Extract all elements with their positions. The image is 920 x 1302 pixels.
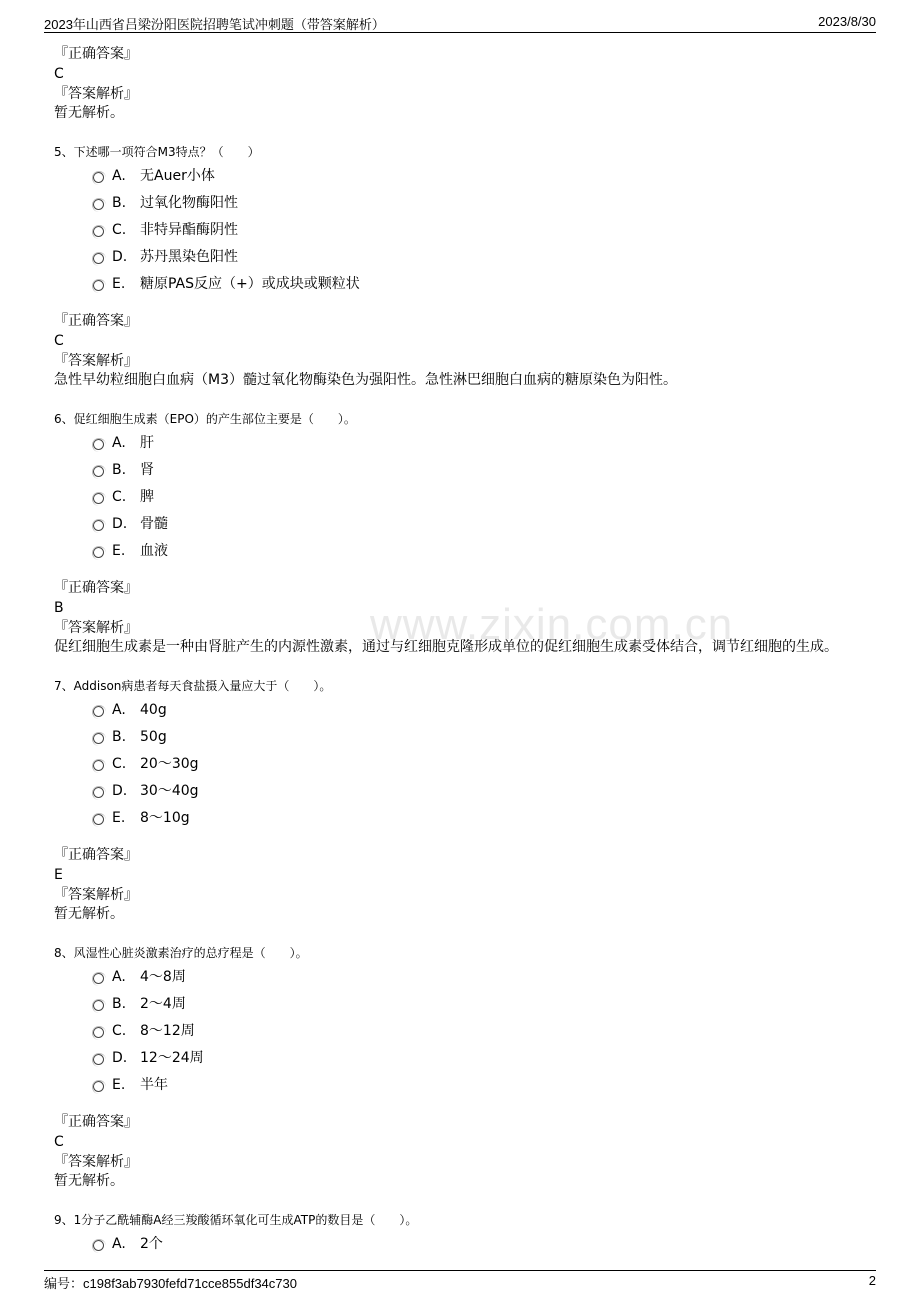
option-text: 20～30g	[140, 756, 199, 772]
option-d[interactable]	[54, 1048, 866, 1075]
option-b[interactable]	[54, 994, 866, 1021]
explanation-label: 『答案解析』	[54, 620, 138, 636]
option-text: 血液	[140, 543, 168, 559]
radio-icon[interactable]	[93, 1054, 104, 1065]
question-text: 5、下述哪一项符合M3特点？（ ）	[54, 145, 260, 159]
option-b[interactable]	[54, 727, 866, 754]
answer-label: 『正确答案』	[54, 313, 138, 329]
option-letter: B.	[112, 462, 127, 478]
option-text: 30～40g	[140, 783, 199, 799]
document-date: 2023/8/30	[818, 14, 876, 29]
option-text: 无Auer小体	[140, 168, 215, 184]
page-number: 2	[868, 1273, 876, 1288]
watermark: www.zixin.com.cn	[370, 600, 734, 649]
option-e[interactable]	[54, 1075, 866, 1102]
radio-icon[interactable]	[93, 1081, 104, 1092]
option-letter: A.	[112, 168, 126, 184]
option-text: 50g	[140, 729, 167, 745]
answer-value: E	[54, 867, 63, 883]
option-text: 脾	[140, 489, 154, 505]
radio-icon[interactable]	[93, 733, 104, 744]
option-text: 8～10g	[140, 810, 190, 826]
explanation-text: 暂无解析。	[54, 105, 124, 121]
option-letter: D.	[112, 783, 128, 799]
option-text: 半年	[140, 1077, 168, 1093]
radio-icon[interactable]	[93, 1027, 104, 1038]
option-text: 8～12周	[140, 1023, 195, 1039]
document-body	[54, 44, 866, 1261]
answer-label: 『正确答案』	[54, 46, 138, 62]
answer-value: C	[54, 66, 64, 82]
option-letter: D.	[112, 516, 128, 532]
option-b[interactable]	[54, 193, 866, 220]
option-c[interactable]	[54, 220, 866, 247]
question-7	[54, 677, 866, 924]
option-text: 12～24周	[140, 1050, 204, 1066]
radio-icon[interactable]	[93, 253, 104, 264]
option-letter: E.	[112, 810, 126, 826]
option-letter: D.	[112, 1050, 128, 1066]
option-letter: C.	[112, 1023, 127, 1039]
option-b[interactable]	[54, 460, 866, 487]
radio-icon[interactable]	[93, 172, 104, 183]
explanation-label: 『答案解析』	[54, 86, 138, 102]
option-d[interactable]	[54, 514, 866, 541]
option-c[interactable]	[54, 1021, 866, 1048]
option-text: 过氧化物酶阳性	[140, 195, 238, 211]
page-footer	[44, 1270, 876, 1293]
radio-icon[interactable]	[93, 973, 104, 984]
question-text: 8、风湿性心脏炎激素治疗的总疗程是（ ）。	[54, 946, 308, 960]
explanation-text: 暂无解析。	[54, 1173, 124, 1189]
option-letter: A.	[112, 969, 126, 985]
option-letter: B.	[112, 996, 127, 1012]
explanation-label: 『答案解析』	[54, 887, 138, 903]
option-d[interactable]	[54, 781, 866, 808]
radio-icon[interactable]	[93, 199, 104, 210]
question-9	[54, 1211, 866, 1261]
radio-icon[interactable]	[93, 814, 104, 825]
explanation-text: 暂无解析。	[54, 906, 124, 922]
option-text: 2～4周	[140, 996, 186, 1012]
radio-icon[interactable]	[93, 226, 104, 237]
answer-value: C	[54, 333, 64, 349]
question-5	[54, 143, 866, 390]
option-letter: E.	[112, 543, 126, 559]
option-c[interactable]	[54, 487, 866, 514]
option-text: 骨髓	[140, 516, 168, 532]
option-list	[54, 967, 866, 1102]
option-e[interactable]	[54, 541, 866, 568]
option-e[interactable]	[54, 808, 866, 835]
radio-icon[interactable]	[93, 787, 104, 798]
option-a[interactable]	[54, 433, 866, 460]
option-c[interactable]	[54, 754, 866, 781]
explanation-label: 『答案解析』	[54, 353, 138, 369]
option-text: 2个	[140, 1236, 163, 1252]
radio-icon[interactable]	[93, 547, 104, 558]
radio-icon[interactable]	[93, 1000, 104, 1011]
option-e[interactable]	[54, 274, 866, 301]
option-list	[54, 433, 866, 568]
answer-label: 『正确答案』	[54, 847, 138, 863]
option-letter: C.	[112, 489, 127, 505]
option-letter: A.	[112, 702, 126, 718]
option-a[interactable]	[54, 1234, 866, 1261]
radio-icon[interactable]	[93, 466, 104, 477]
question-text: 7、Addison病患者每天食盐摄入量应大于（ ）。	[54, 679, 332, 693]
option-letter: C.	[112, 222, 127, 238]
answer-value: B	[54, 600, 64, 616]
option-list	[54, 166, 866, 301]
radio-icon[interactable]	[93, 493, 104, 504]
option-text: 4～8周	[140, 969, 186, 985]
explanation-text: 急性早幼粒细胞白血病（M3）髓过氧化物酶染色为强阳性。急性淋巴细胞白血病的糖原染色为阳性。	[54, 372, 677, 388]
option-letter: C.	[112, 756, 127, 772]
question-list	[54, 143, 866, 1261]
radio-icon[interactable]	[93, 439, 104, 450]
question-text: 6、促红细胞生成素（EPO）的产生部位主要是（ ）。	[54, 412, 356, 426]
option-letter: A.	[112, 435, 126, 451]
option-text: 糖原PAS反应（+）或成块或颗粒状	[140, 276, 360, 292]
option-d[interactable]	[54, 247, 866, 274]
page-header	[44, 12, 876, 33]
option-a[interactable]	[54, 700, 866, 727]
question-text: 9、1分子乙酰辅酶A经三羧酸循环氧化可生成ATP的数目是（ ）。	[54, 1213, 418, 1227]
answer-block	[54, 44, 866, 123]
radio-icon[interactable]	[93, 760, 104, 771]
option-a[interactable]	[54, 967, 866, 994]
option-letter: A.	[112, 1236, 126, 1252]
option-letter: B.	[112, 195, 127, 211]
answer-value: C	[54, 1134, 64, 1150]
explanation-label: 『答案解析』	[54, 1154, 138, 1170]
document-code: 编号：c198f3ab7930fefd71cce855df34c730	[44, 1276, 297, 1291]
option-a[interactable]	[54, 166, 866, 193]
answer-label: 『正确答案』	[54, 1114, 138, 1130]
radio-icon[interactable]	[93, 520, 104, 531]
option-text: 苏丹黑染色阳性	[140, 249, 238, 265]
option-text: 非特异酯酶阴性	[140, 222, 238, 238]
option-text: 40g	[140, 702, 167, 718]
radio-icon[interactable]	[93, 706, 104, 717]
answer-label: 『正确答案』	[54, 580, 138, 596]
option-text: 肾	[140, 462, 154, 478]
option-letter: D.	[112, 249, 128, 265]
option-letter: E.	[112, 1077, 126, 1093]
question-6	[54, 410, 866, 657]
radio-icon[interactable]	[93, 280, 104, 291]
document-title: 2023年山西省吕梁汾阳医院招聘笔试冲刺题（带答案解析）	[44, 17, 385, 32]
option-text: 肝	[140, 435, 154, 451]
question-8	[54, 944, 866, 1191]
explanation-text: 促红细胞生成素是一种由肾脏产生的内源性激素，通过与红细胞克隆形成单位的促红细胞生成素受体结合，调节红细胞的生成。	[54, 639, 838, 655]
option-list	[54, 1234, 866, 1261]
option-letter: E.	[112, 276, 126, 292]
option-list	[54, 700, 866, 835]
option-letter: B.	[112, 729, 127, 745]
radio-icon[interactable]	[93, 1240, 104, 1251]
